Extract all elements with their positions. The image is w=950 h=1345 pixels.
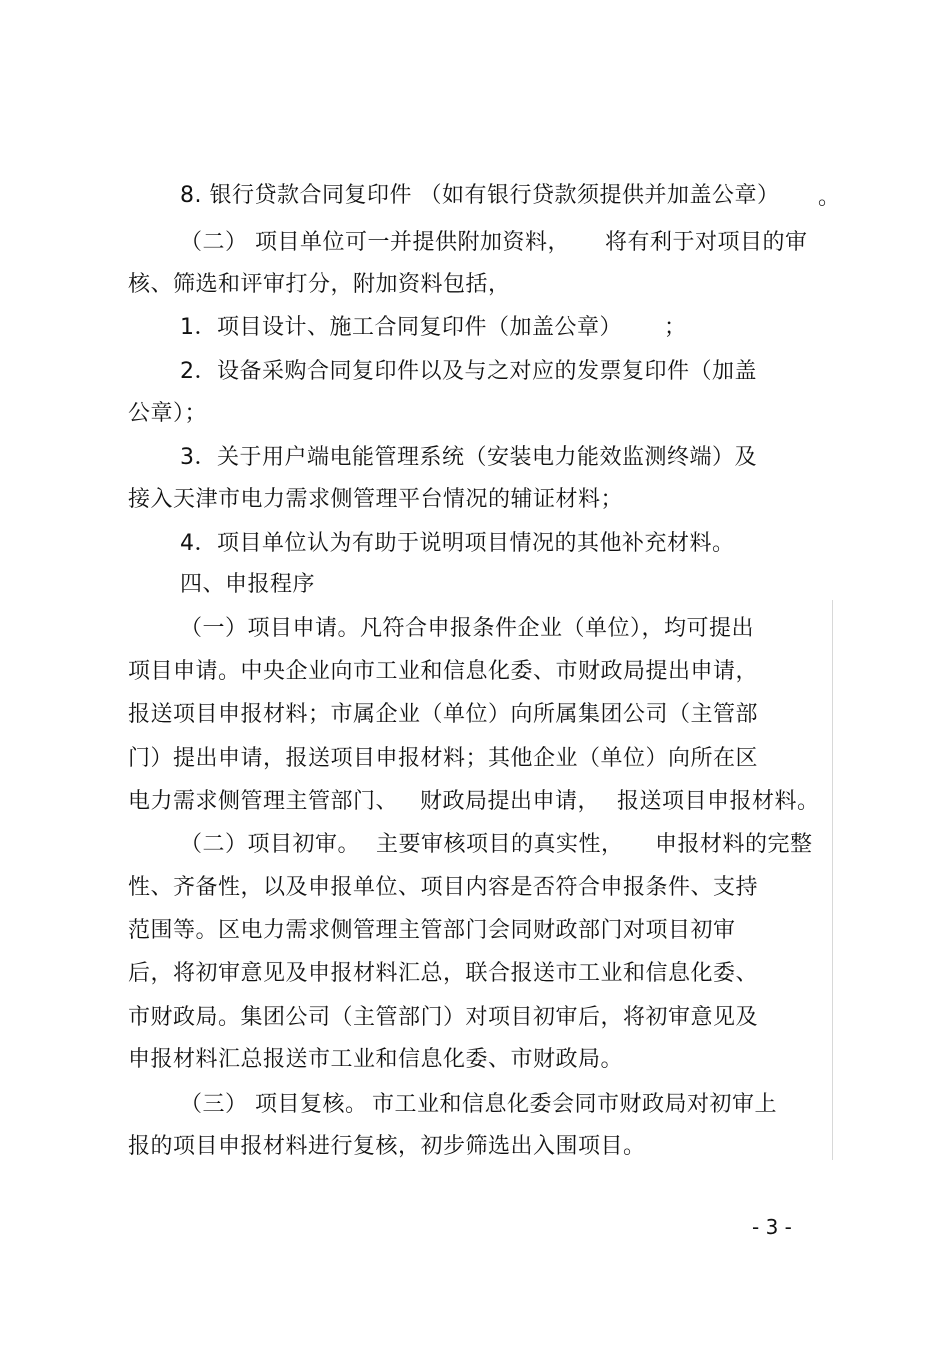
text-line: （一）项目申请。凡符合申报条件企业（单位），均可提出 — [180, 616, 755, 641]
text-line: 1．项目设计、施工合同复印件（加盖公章） — [180, 315, 622, 340]
text-line: 报的项目申报材料进行复核，初步筛选出入围项目。 — [128, 1134, 646, 1159]
text-line: 范围等。区电力需求侧管理主管部门会同财政部门对项目初审 — [128, 918, 736, 943]
text-line: 公章）； — [128, 401, 208, 426]
text-line: 2．设备采购合同复印件以及与之对应的发票复印件（加盖 — [180, 359, 757, 384]
section-heading: 四、申报程序 — [180, 572, 316, 597]
text-line: 4．项目单位认为有助于说明项目情况的其他补充材料。 — [180, 531, 735, 556]
text-line: 报送项目申报材料。 — [617, 789, 820, 814]
text-line: 后，将初审意见及申报材料汇总，联合报送市工业和信息化委、 — [128, 961, 759, 986]
text-line: 电力需求侧管理主管部门、 — [128, 789, 399, 814]
text-line: （三） 项目复核。 — [180, 1092, 368, 1117]
text-line: （二）项目初审。 — [180, 832, 361, 857]
text-line: 。 — [818, 185, 841, 210]
text-line: 市财政局。集团公司（主管部门）对项目初审后，将初审意见及 — [128, 1005, 759, 1030]
margin-rule — [832, 600, 833, 1160]
text-line: 主要审核项目的真实性， — [376, 832, 624, 857]
text-line: 将有利于对项目的审 — [605, 230, 808, 255]
text-line: 8. 银行贷款合同复印件 （如有银行贷款须提供并加盖公章） — [180, 183, 780, 208]
text-line: 项目申请。中央企业向市工业和信息化委、市财政局提出申请， — [128, 659, 759, 684]
text-line: 接入天津市电力需求侧管理平台情况的辅证材料； — [128, 487, 624, 512]
text-line: ； — [664, 315, 687, 340]
text-line: 3．关于用户端电能管理系统（安装电力能效监测终端）及 — [180, 445, 757, 470]
text-line: 财政局提出申请， — [420, 789, 601, 814]
text-line: 申报材料汇总报送市工业和信息化委、市财政局。 — [128, 1047, 624, 1072]
text-line: 报送项目申报材料；市属企业（单位）向所属集团公司（主管部 — [128, 702, 759, 727]
text-line: 申报材料的完整 — [655, 832, 813, 857]
text-line: 性、齐备性，以及申报单位、项目内容是否符合申报条件、支持 — [128, 875, 759, 900]
text-line: （二） 项目单位可一并提供附加资料， — [180, 230, 570, 255]
text-line: 门）提出申请，报送项目申报材料；其他企业（单位）向所在区 — [128, 746, 759, 771]
page-number: - 3 - — [752, 1215, 792, 1239]
text-line: 市工业和信息化委会同市财政局对初审上 — [372, 1092, 778, 1117]
text-line: 核、筛选和评审打分，附加资料包括， — [128, 272, 511, 297]
